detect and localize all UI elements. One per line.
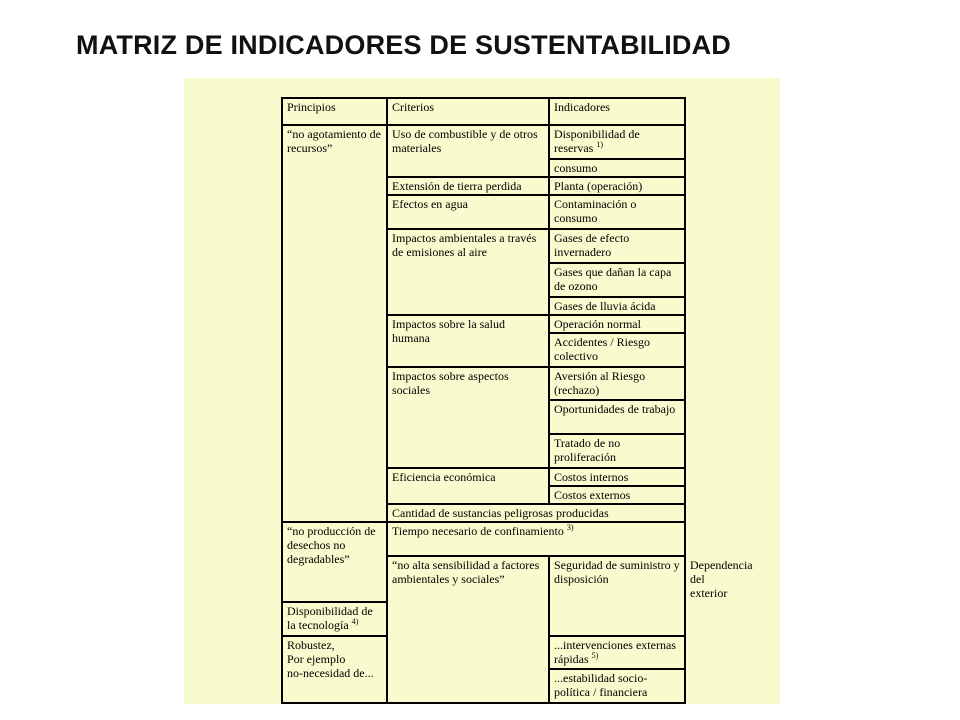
footnote-marker: 1): [596, 140, 603, 149]
criterio-label: Tiempo necesario de confinamiento: [392, 524, 564, 538]
criterio-impactos-salud: Impactos sobre la salud humana: [387, 315, 549, 367]
table-header-row: [282, 98, 685, 125]
criterio-eficiencia-economica: Eficiencia económica: [387, 468, 549, 504]
indicador-planta-operacion: Planta (operación): [549, 177, 685, 195]
header-principios: Principios: [282, 98, 387, 125]
indicador-oportunidades-trabajo: Oportunidades de trabajo: [549, 400, 685, 434]
criterio-impactos-sociales: Impactos sobre aspectos sociales: [387, 367, 549, 468]
indicador-operacion-normal: Operación normal: [549, 315, 685, 333]
indicador-disponibilidad-tecnologia: [282, 602, 387, 636]
indicador-label: Disponibilidad de reservas: [554, 127, 640, 155]
table-row: [282, 522, 685, 556]
indicador-gases-lluvia-acida: Gases de lluvia ácida: [549, 297, 685, 315]
indicador-contaminacion-consumo: Contaminación o consumo: [549, 195, 685, 229]
indicador-intervenciones-externas: [549, 636, 685, 669]
indicador-label: ...intervenciones externas rápidas: [554, 638, 676, 666]
criterio-tiempo-confinamiento: [387, 522, 685, 556]
principio-no-agotamiento: “no agotamiento de recursos”: [282, 125, 387, 522]
indicador-estabilidad-socio-politica: ...estabilidad socio-política / financiera: [549, 669, 685, 703]
indicador-gases-efecto-invernadero: Gases de efecto invernadero: [549, 229, 685, 263]
criterio-efectos-agua: Efectos en agua: [387, 195, 549, 229]
indicador-accidentes-riesgo: Accidentes / Riesgo colectivo: [549, 333, 685, 367]
matrix-panel: [184, 78, 780, 704]
indicador-disponibilidad-reservas: [549, 125, 685, 159]
footnote-marker: 5): [591, 651, 599, 660]
indicador-label: Disponibilidad de la tecnología: [287, 604, 373, 632]
criterio-impactos-emisiones-aire: Impactos ambientales a través de emisiones al aire: [387, 229, 549, 315]
table-row: “no alta sensibilidad a factores ambientales y sociales” Seguridad de suministro y disposición Dependencia del exterior: [282, 556, 685, 602]
page-title: MATRIZ DE INDICADORES DE SUSTENTABILIDAD: [76, 30, 731, 60]
indicador-tratado-no-proliferacion: Tratado de no proliferación: [549, 434, 685, 468]
footnote-marker: 3): [566, 523, 574, 532]
criterio-sustancias-peligrosas: Cantidad de sustancias peligrosas producidas: [387, 504, 685, 522]
principio-no-produccion-desechos: “no producción de desechos no degradables”: [282, 522, 387, 602]
footnote-marker: 4): [351, 617, 359, 626]
header-criterios: Criterios: [387, 98, 549, 125]
indicador-costos-externos: Costos externos: [549, 486, 685, 504]
criterio-uso-combustible: Uso de combustible y de otros materiales: [387, 125, 549, 177]
sustainability-matrix-table: [281, 97, 753, 704]
indicador-consumo: consumo: [549, 159, 685, 177]
criterio-robustez-line: no-necesidad de...: [287, 666, 374, 680]
criterio-extension-tierra: Extensión de tierra perdida: [387, 177, 549, 195]
criterio-robustez: [282, 636, 387, 703]
principio-no-alta-sensibilidad: “no alta sensibilidad a factores ambientales y sociales”: [387, 556, 549, 703]
indicador-costos-internos: Costos internos: [549, 468, 685, 486]
criterio-robustez-line: Robustez,: [287, 638, 335, 652]
header-indicadores: Indicadores: [549, 98, 685, 125]
indicador-gases-capa-ozono: Gases que dañan la capa de ozono: [549, 263, 685, 297]
criterio-robustez-line: Por ejemplo: [287, 652, 346, 666]
criterio-seguridad-suministro: Seguridad de suministro y disposición: [549, 556, 685, 636]
table-row: [282, 125, 685, 159]
indicador-aversion-riesgo: Aversión al Riesgo (rechazo): [549, 367, 685, 400]
